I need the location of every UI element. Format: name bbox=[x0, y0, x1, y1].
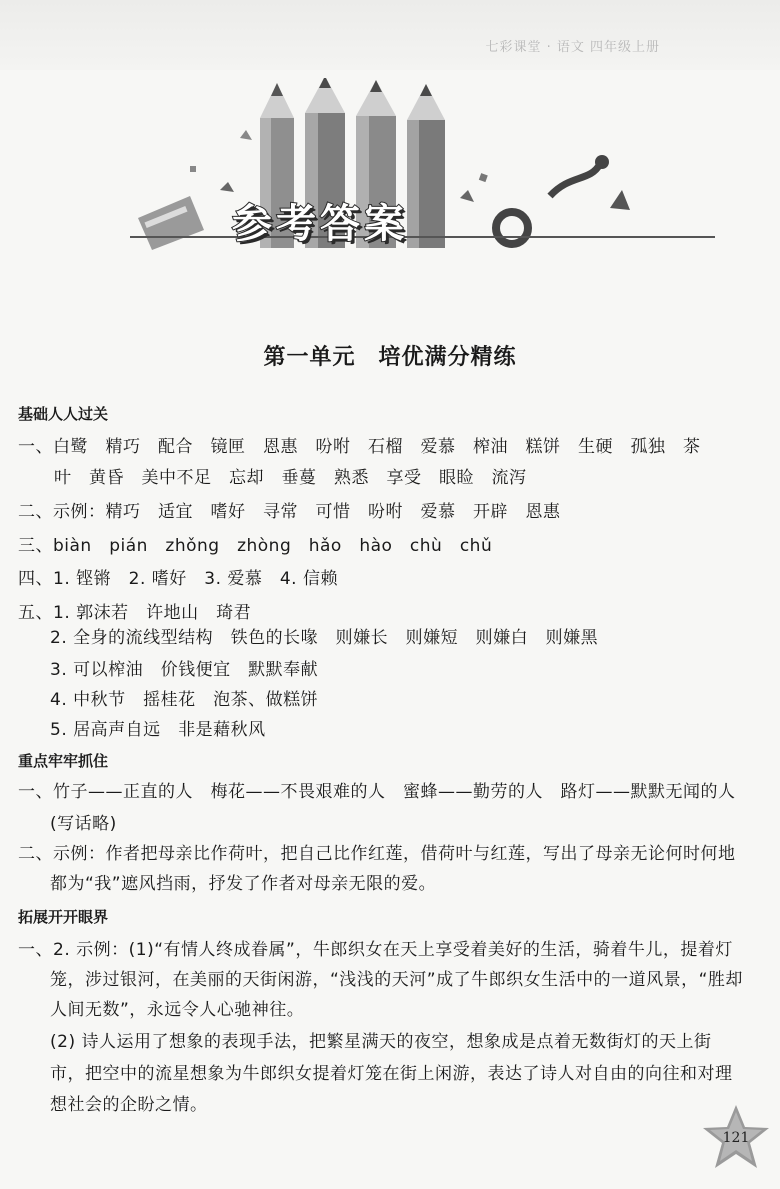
answer-line: 市，把空中的流星想象为牛郎织女提着灯笼在街上闲游，表达了诗人对自由的向往和对理 bbox=[50, 1064, 733, 1084]
banner-rule bbox=[130, 236, 715, 238]
unit-title: 第一单元 培优满分精练 bbox=[263, 345, 517, 370]
answer-line: 一、白鹭 精巧 配合 镜匣 恩惠 吩咐 石榴 爱慕 榨油 糕饼 生硬 孤独 茶 bbox=[18, 437, 701, 457]
answer-line: 四、1. 铿锵 2. 嗜好 3. 爱慕 4. 信赖 bbox=[18, 569, 338, 589]
answer-line: 4. 中秋节 摇桂花 泡茶、做糕饼 bbox=[50, 690, 319, 710]
page-number-badge bbox=[700, 1102, 772, 1174]
answer-line: 二、示例：作者把母亲比作荷叶，把自己比作红莲，借荷叶与红莲，写出了母亲无论何时何地 bbox=[18, 844, 736, 864]
answer-line: 人间无数”，永远令人心驰神往。 bbox=[50, 1000, 305, 1020]
running-title: 七彩课堂 · 语文 四年级上册 bbox=[485, 40, 660, 55]
section-heading: 基础人人过关 bbox=[18, 405, 109, 423]
answer-line: 2. 全身的流线型结构 铁色的长喙 则嫌长 则嫌短 则嫌白 则嫌黑 bbox=[50, 628, 599, 648]
page-number: 121 bbox=[722, 1130, 750, 1146]
section-heading: 重点牢牢抓住 bbox=[18, 752, 109, 770]
answer-line: 叶 黄昏 美中不足 忘却 垂蔓 熟悉 享受 眼睑 流泻 bbox=[54, 468, 527, 488]
answer-line: 一、2. 示例：(1)“有情人终成眷属”，牛郎织女在天上享受着美好的生活，骑着牛儿，提着灯 bbox=[18, 940, 733, 960]
answer-line: (写话略) bbox=[50, 814, 117, 834]
banner-title: 参考答案 bbox=[232, 201, 408, 247]
section-heading: 拓展开开眼界 bbox=[18, 908, 109, 926]
answer-line: 五、1. 郭沫若 许地山 琦君 bbox=[18, 603, 252, 623]
answer-line: 想社会的企盼之情。 bbox=[50, 1095, 208, 1115]
answer-line: 都为“我”遮风挡雨，抒发了作者对母亲无限的爱。 bbox=[50, 874, 437, 894]
answer-line: (2) 诗人运用了想象的表现手法，把繁星满天的夜空，想象成是点着无数街灯的天上街 bbox=[50, 1032, 712, 1052]
header-strip bbox=[0, 0, 780, 70]
answer-line: 5. 居高声自远 非是藉秋风 bbox=[50, 720, 266, 740]
answer-line: 3. 可以榨油 价钱便宜 默默奉献 bbox=[50, 660, 319, 680]
answer-line: 三、biàn pián zhǒng zhòng hǎo hào chù chǔ bbox=[18, 536, 493, 556]
answer-line: 一、竹子——正直的人 梅花——不畏艰难的人 蜜蜂——勤劳的人 路灯——默默无闻的人 bbox=[18, 782, 736, 802]
answer-line: 笼，涉过银河，在美丽的天街闲游，“浅浅的天河”成了牛郎织女生活中的一道风景，“胜却 bbox=[50, 970, 743, 990]
answer-line: 二、示例：精巧 适宜 嗜好 寻常 可惜 吩咐 爱慕 开辟 恩惠 bbox=[18, 502, 561, 522]
